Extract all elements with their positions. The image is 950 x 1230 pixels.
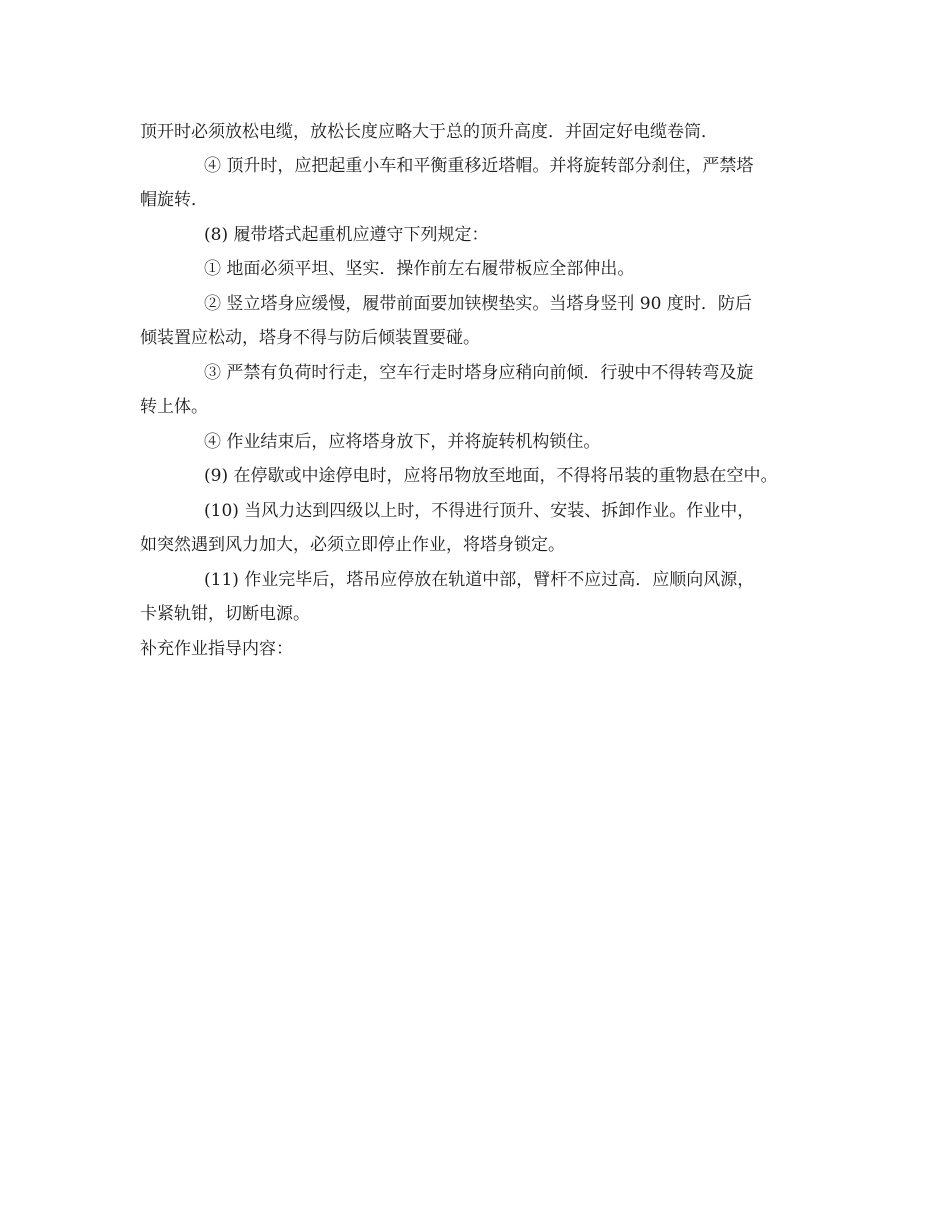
paragraph-line: 转上体。 [140, 397, 208, 417]
paragraph-line: (8) 履带塔式起重机应遵守下列规定： [204, 225, 489, 245]
paragraph-line: 如突然遇到风力加大，必须立即停止作业，将塔身锁定。 [140, 535, 565, 555]
paragraph-line: (10) 当风力达到四级以上时，不得进行顶升、安装、拆卸作业。作业中， [204, 501, 755, 521]
paragraph-line: (9) 在停歇或中途停电时，应将吊物放至地面，不得将吊装的重物悬在空中。 [204, 466, 778, 486]
section-heading: 补充作业指导内容： [140, 639, 293, 659]
paragraph-line: ③ 严禁有负荷时行走，空车行走时塔身应稍向前倾．行驶中不得转弯及旋 [204, 363, 754, 383]
paragraph-line: ④ 顶升时，应把起重小车和平衡重移近塔帽。并将旋转部分刹住，严禁塔 [204, 156, 754, 176]
paragraph-line: 帽旋转． [140, 190, 208, 210]
paragraph-line: ④ 作业结束后，应将塔身放下，并将旋转机构锁住。 [204, 432, 601, 452]
paragraph-line: 倾装置应松动，塔身不得与防后倾装置要碰。 [140, 328, 480, 348]
paragraph-line: ② 竖立塔身应缓慢，履带前面要加铗楔垫实。当塔身竖刊 90 度时．防后 [204, 294, 752, 314]
paragraph-line: 顶开时必须放松电缆，放松长度应略大于总的顶升高度．并固定好电缆卷筒． [140, 122, 718, 142]
paragraph-line: 卡紧轨钳，切断电源。 [140, 604, 310, 624]
paragraph-line: ① 地面必须平坦、坚实．操作前左右履带板应全部伸出。 [204, 259, 635, 279]
paragraph-line: (11) 作业完毕后，塔吊应停放在轨道中部，臂杆不应过高．应顺向风源， [204, 570, 755, 590]
